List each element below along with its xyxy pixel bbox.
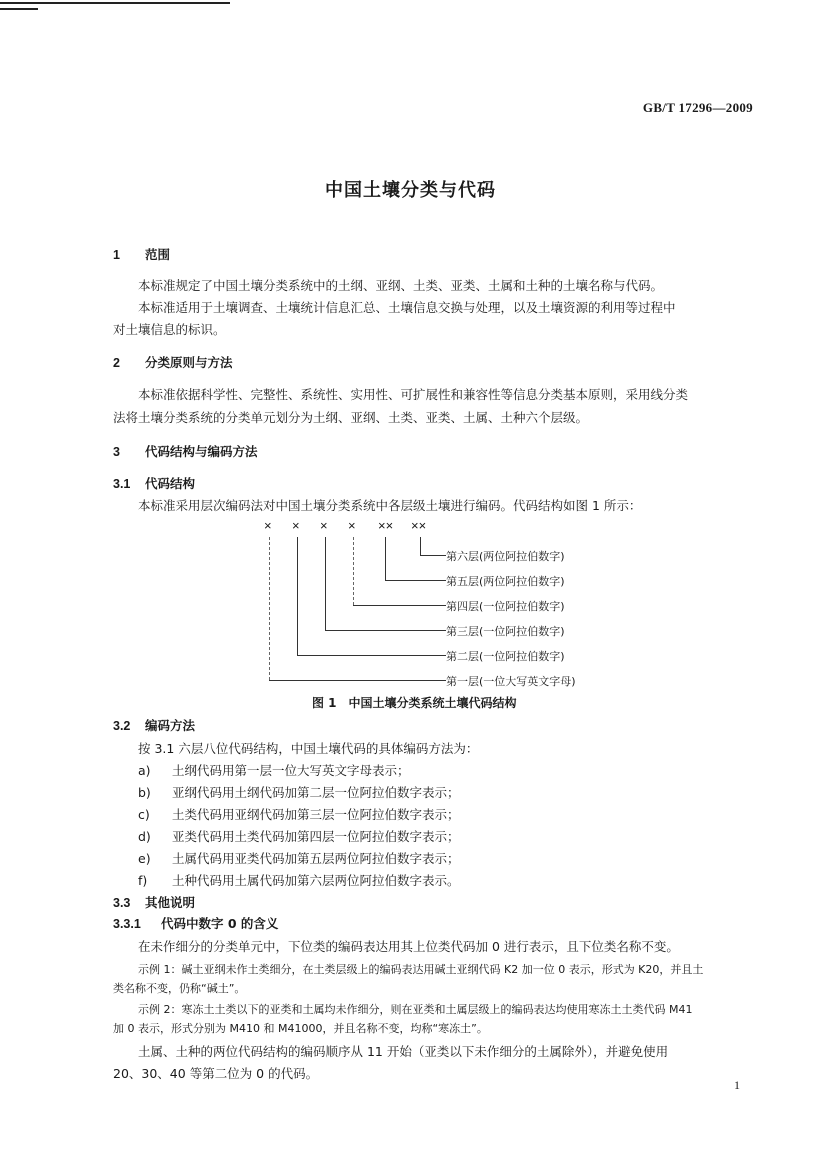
connector-line [353,537,354,605]
example-text: 类名称不变，仍称“碱土”。 [113,982,246,995]
connector-line [385,580,446,581]
connector-line [420,537,421,555]
list-item-label: e) [138,851,151,866]
section-number: 1 [113,248,120,262]
section-heading-3-2 [113,716,195,734]
paragraph: 20、30、40 等第二位为 0 的代码。 [113,1066,319,1081]
paragraph: 法将土壤分类系统的分类单元划分为土纲、亚纲、土类、亚类、土属、土种六个层级。 [113,410,589,425]
standard-number: GB/T 17296—2009 [642,100,753,115]
code-marker: × [348,518,356,533]
code-marker: × [292,518,300,533]
section-number: 2 [113,356,120,370]
connector-line [420,555,446,556]
section-title: 编码方法 [145,718,196,733]
example-text: 加 0 表示，形式分别为 M410 和 M41000，并且名称不变，均称“寒冻土”。 [113,1022,488,1035]
code-marker: × [320,518,328,533]
paragraph: 本标准适用于土壤调查、土壤统计信息汇总、土壤信息交换与处理，以及土壤资源的利用等过程中 [138,300,676,315]
paragraph: 本标准依据科学性、完整性、系统性、实用性、可扩展性和兼容性等信息分类基本原则，采用线分类 [138,387,689,402]
section-title: 其他说明 [145,895,196,910]
section-heading-2 [113,353,233,371]
paragraph: 土属、土种的两位代码结构的编码顺序从 11 开始（亚类以下未作细分的土属除外），并避免使用 [138,1044,669,1059]
section-heading-3 [113,442,258,460]
paragraph: 本标准规定了中国土壤分类系统中的土纲、亚纲、土类、亚类、土属和土种的土壤名称与代码。 [138,278,664,293]
section-number: 3 [113,445,120,459]
code-marker: ×× [411,518,427,533]
paragraph: 在未作细分的分类单元中，下位类的编码表达用其上位类代码加 0 进行表示，且下位类名称不变。 [138,939,679,954]
page-title: 中国土壤分类与代码 [325,180,496,201]
section-heading-3-1 [113,474,195,492]
level-label: 第三层(一位阿拉伯数字) [446,625,565,638]
list-item [138,783,460,801]
section-heading-3-3 [113,893,195,911]
section-number: 3.2 [113,719,131,733]
connector-line [325,537,326,630]
list-item [138,871,460,889]
section-title: 范围 [145,247,171,262]
paragraph: 按 3.1 六层八位代码结构，中国土壤代码的具体编码方法为： [138,741,479,756]
section-title: 分类原则与方法 [145,355,233,370]
list-item-text: 亚类代码用土类代码加第四层一位阿拉伯数字表示； [172,829,460,844]
example-text: 示例 1：碱土亚纲未作土类细分，在土类层级上的编码表达用碱土亚纲代码 K2 加一位 0 表示，形式为 K20，并且土 [138,963,704,976]
code-marker: × [264,518,272,533]
list-item [138,805,460,823]
paragraph: 对土壤信息的标识。 [113,322,226,337]
list-item-text: 亚纲代码用土纲代码加第二层一位阿拉伯数字表示； [172,785,460,800]
connector-line [325,630,446,631]
level-label: 第六层(两位阿拉伯数字) [446,550,565,563]
scan-edge-line [0,8,38,10]
code-marker: ×× [378,518,394,533]
list-item [138,827,460,845]
section-number: 3.3 [113,896,131,910]
connector-line [269,537,270,680]
section-number: 3.1 [113,477,131,491]
list-item-label: c) [138,807,150,822]
section-heading-3-3-1 [113,914,278,932]
connector-line [353,605,446,606]
list-item-label: f) [138,873,148,888]
section-title: 代码中数字 0 的含义 [161,916,279,931]
list-item [138,761,410,779]
section-heading-1 [113,245,170,263]
list-item-text: 土属代码用亚类代码加第五层两位阿拉伯数字表示； [172,851,460,866]
list-item-text: 土类代码用亚纲代码加第三层一位阿拉伯数字表示； [172,807,460,822]
example-text: 示例 2：寒冻土土类以下的亚类和土属均未作细分，则在亚类和土属层级上的编码表达均使用寒冻土土类代码 M41 [138,1003,693,1016]
list-item [138,849,460,867]
level-label: 第五层(两位阿拉伯数字) [446,575,565,588]
level-label: 第二层(一位阿拉伯数字) [446,650,565,663]
list-item-label: d) [138,829,151,844]
list-item-text: 土种代码用土属代码加第六层两位阿拉伯数字表示。 [172,873,460,888]
connector-line [297,655,446,656]
level-label: 第四层(一位阿拉伯数字) [446,600,565,613]
list-item-text: 土纲代码用第一层一位大写英文字母表示； [172,763,410,778]
connector-line [297,537,298,655]
figure-caption: 图 1 中国土壤分类系统土壤代码结构 [312,696,517,710]
page-number: 1 [734,1078,740,1092]
level-label: 第一层(一位大写英文字母) [446,675,576,688]
section-title: 代码结构 [145,476,196,491]
paragraph: 本标准采用层次编码法对中国土壤分类系统中各层级土壤进行编码。代码结构如图 1 所示： [138,498,642,513]
connector-line [385,537,386,580]
section-number: 3.3.1 [113,917,141,931]
list-item-label: b) [138,785,151,800]
list-item-label: a) [138,763,151,778]
section-title: 代码结构与编码方法 [145,444,258,459]
scan-edge-line [0,2,230,4]
connector-line [269,680,446,681]
